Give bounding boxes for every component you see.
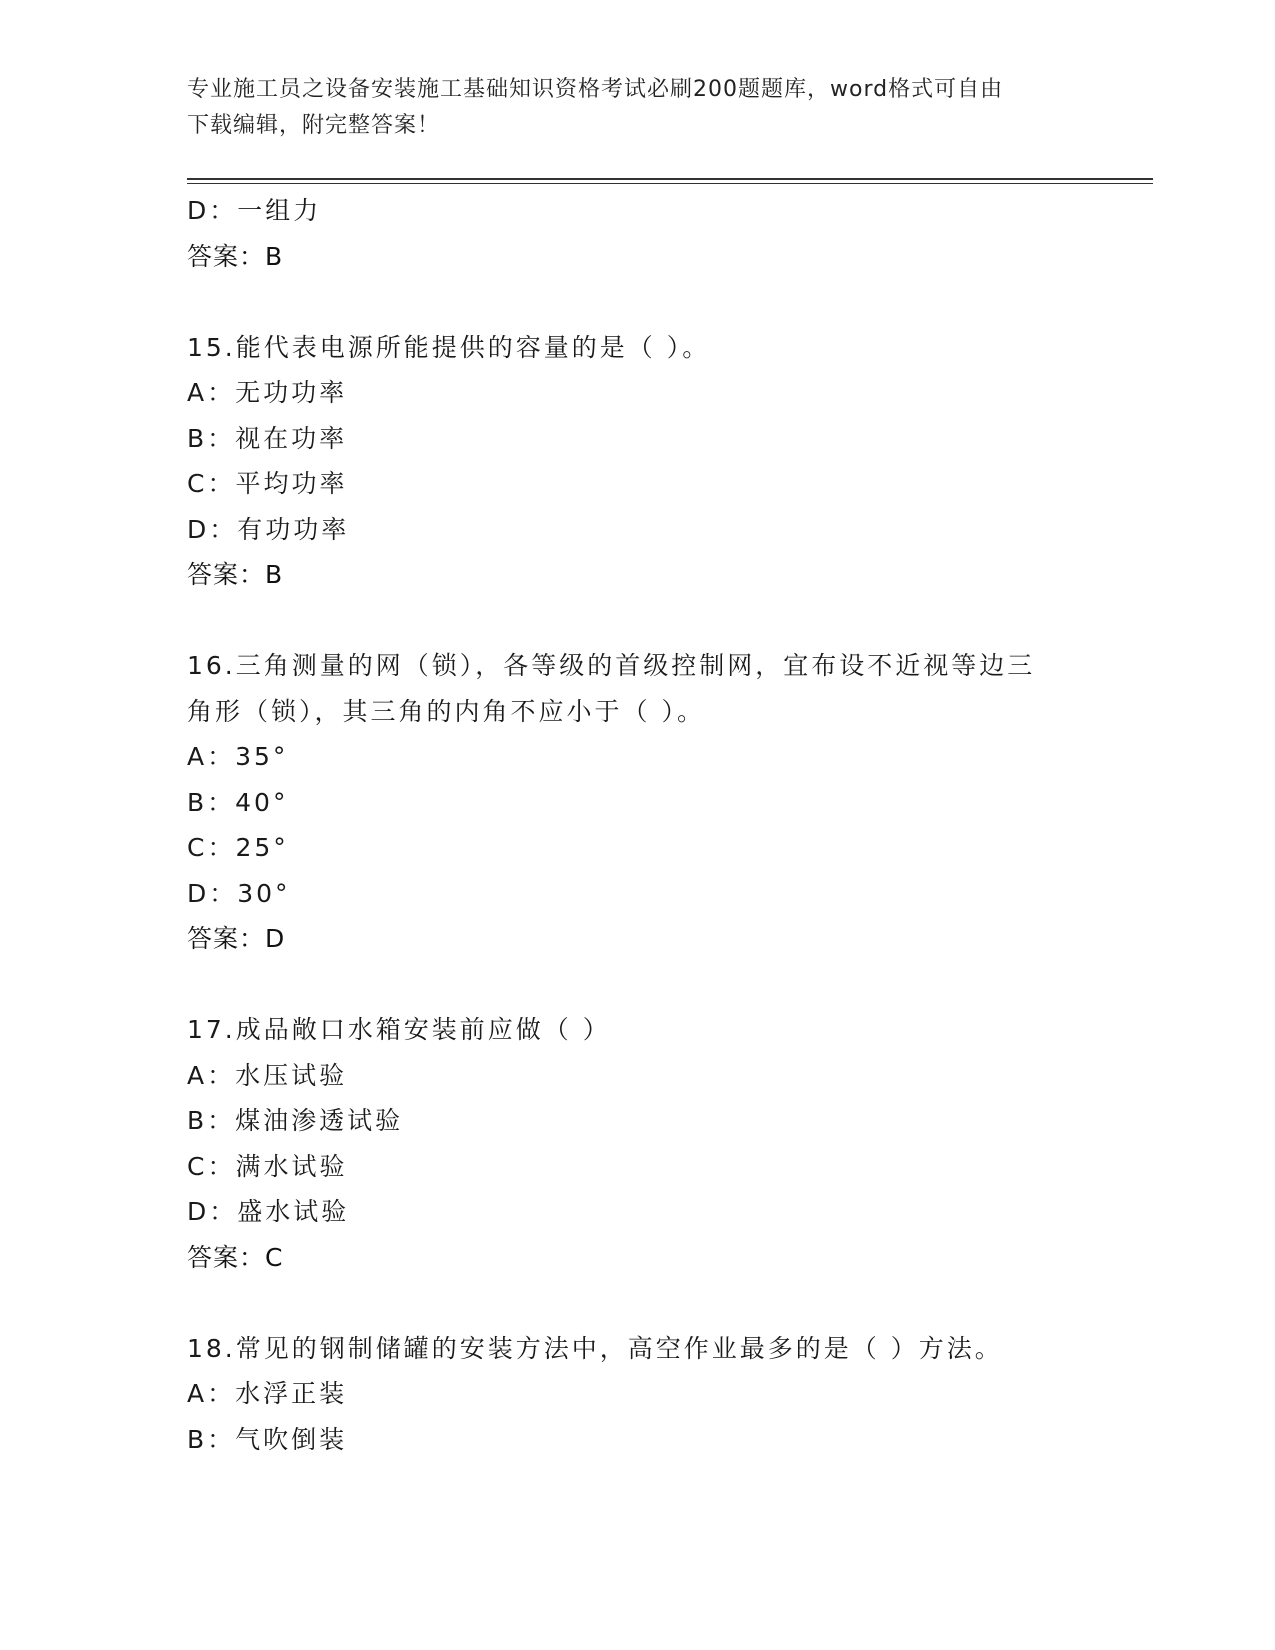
answer-line: 答案：C	[187, 1242, 284, 1272]
header-line-2: 下载编辑，附完整答案！	[187, 113, 441, 138]
option-b: B：煤油渗透试验	[187, 1106, 404, 1135]
option-d: D：盛水试验	[187, 1197, 350, 1226]
option-c: C：满水试验	[187, 1151, 348, 1181]
option-d: D：一组力	[187, 196, 322, 225]
question-14-tail	[187, 188, 1107, 279]
spacer	[187, 279, 1107, 325]
option-b: B：气吹倒装	[187, 1424, 348, 1454]
option-b: B：40°	[187, 787, 289, 817]
option-a: A：水浮正装	[187, 1379, 348, 1408]
spacer	[187, 962, 1107, 1008]
option-a: A：无功功率	[187, 378, 348, 407]
answer-line: 答案：B	[187, 560, 284, 589]
header-line-1: 专业施工员之设备安装施工基础知识资格考试必刷200题题库，word格式可自由	[187, 77, 1004, 102]
question-stem: 18.常见的钢制储罐的安装方法中，高空作业最多的是（ ）方法。	[187, 1333, 1003, 1363]
option-a: A：35°	[187, 742, 289, 771]
document-body	[187, 188, 1107, 1462]
question-18	[187, 1326, 1107, 1463]
answer-line: 答案：B	[187, 241, 284, 271]
option-d: D：有功功率	[187, 514, 350, 544]
spacer	[187, 1280, 1107, 1326]
option-c: C：25°	[187, 833, 289, 862]
question-stem: 15.能代表电源所能提供的容量的是（ ）。	[187, 332, 711, 362]
document-header	[187, 72, 1067, 144]
question-stem-line-1: 16.三角测量的网（锁），各等级的首级控制网，宜布设不近视等边三	[187, 651, 1036, 680]
option-d: D：30°	[187, 878, 291, 908]
header-rule-thin	[187, 183, 1153, 184]
question-stem: 17.成品敞口水箱安装前应做（ ）	[187, 1015, 611, 1044]
question-16	[187, 643, 1107, 962]
question-17	[187, 1007, 1107, 1280]
question-stem-line-2: 角形（锁），其三角的内角不应小于（ ）。	[187, 696, 705, 726]
question-15	[187, 325, 1107, 598]
spacer	[187, 598, 1107, 644]
option-c: C：平均功率	[187, 469, 348, 498]
header-rule-thick	[187, 178, 1153, 180]
option-b: B：视在功率	[187, 423, 348, 453]
option-a: A：水压试验	[187, 1060, 348, 1090]
answer-line: 答案：D	[187, 924, 286, 953]
